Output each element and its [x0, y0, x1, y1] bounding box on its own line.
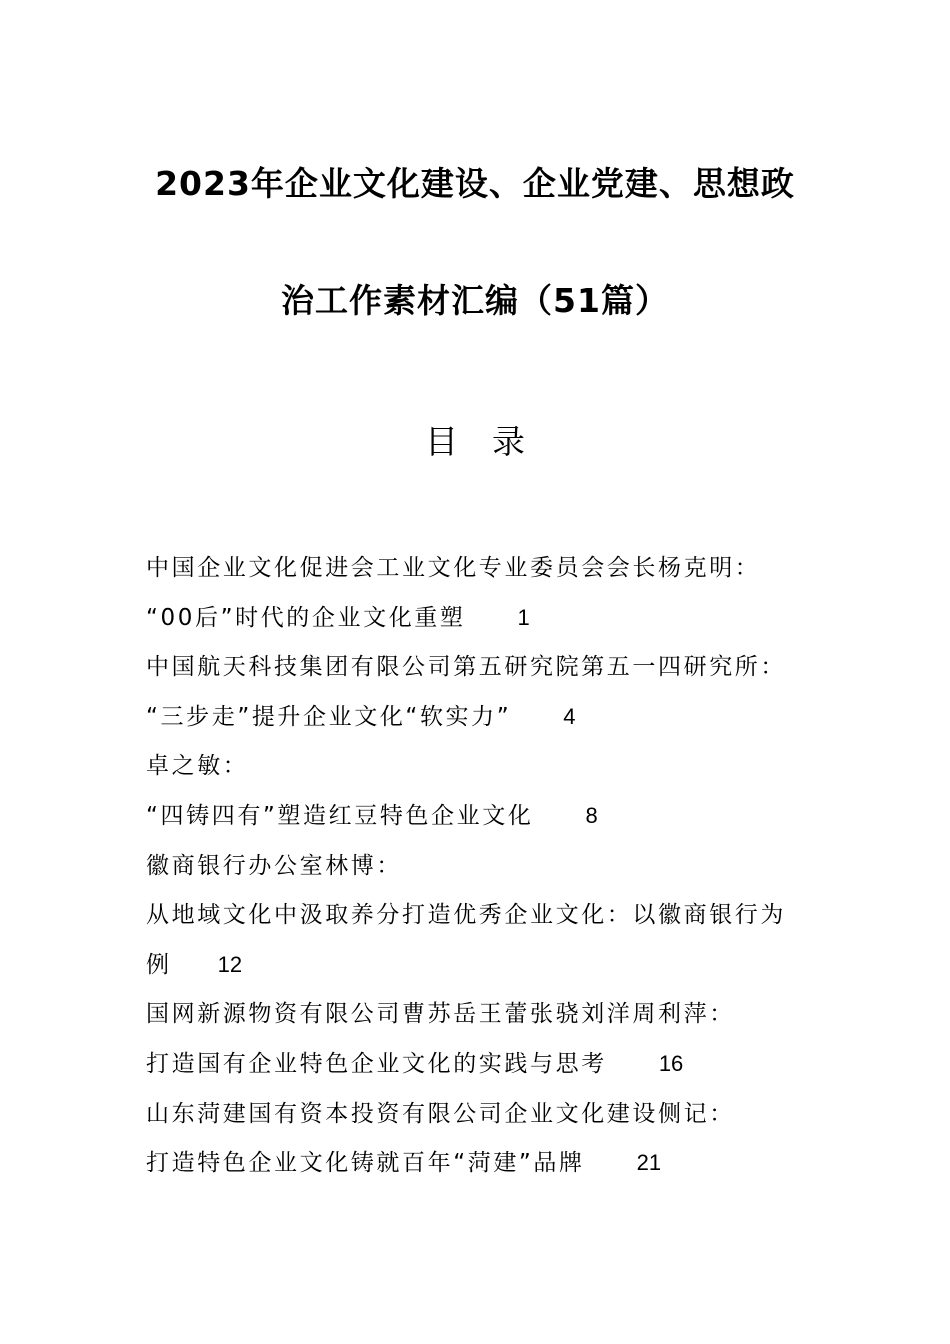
document-title-line-2: 治工作素材汇编（51篇） [281, 281, 669, 320]
toc-entry-author: 中国航天科技集团有限公司第五研究院第五一四研究所： [146, 654, 786, 681]
toc-entry-author: 国网新源物资有限公司曹苏岳王蕾张骁刘洋周利萍： [146, 1001, 735, 1028]
toc-entry-page: 8 [585, 802, 598, 828]
toc-entry-author: 山东菏建国有资本投资有限公司企业文化建设侧记： [146, 1100, 735, 1127]
document-title-line-1: 2023年企业文化建设、企业党建、思想政 [155, 164, 795, 203]
toc-entry-page: 21 [636, 1150, 662, 1176]
toc-entry-author: 徽商银行办公室林博： [146, 852, 402, 879]
toc-entry-title-line [146, 598, 816, 648]
toc-entry-page: 12 [217, 951, 243, 977]
toc-entry-author: 中国企业文化促进会工业文化专业委员会会长杨克明： [146, 555, 761, 581]
toc-entry-title: “三步走”提升企业文化“软实力” [146, 703, 512, 730]
toc-entry-title: 打造特色企业文化铸就百年“菏建”品牌 [146, 1150, 585, 1177]
toc-entry-title-line [146, 1143, 816, 1193]
toc-entry-title: “四铸四有”塑造红豆特色企业文化 [146, 802, 534, 829]
toc-heading: 目录 [425, 422, 559, 461]
toc-entry-page: 1 [517, 604, 530, 630]
toc-entry-title-continued: 例 [146, 951, 172, 978]
toc-entry-title-line [146, 1044, 816, 1094]
toc-entry-title-line [146, 945, 816, 995]
table-of-contents [146, 548, 816, 1193]
toc-entry-page: 4 [563, 703, 576, 729]
toc-entry-title: 打造国有企业特色企业文化的实践与思考 [146, 1050, 607, 1077]
toc-entry-title-line [146, 697, 816, 747]
toc-entry-title-line [146, 796, 816, 846]
toc-entry-title: “00后”时代的企业文化重塑 [146, 604, 466, 631]
toc-entry-title: 从地域文化中汲取养分打造优秀企业文化：以徽商银行为 [146, 902, 786, 929]
toc-entry-page: 16 [658, 1050, 684, 1076]
toc-entry-author: 卓之敏： [146, 753, 249, 780]
